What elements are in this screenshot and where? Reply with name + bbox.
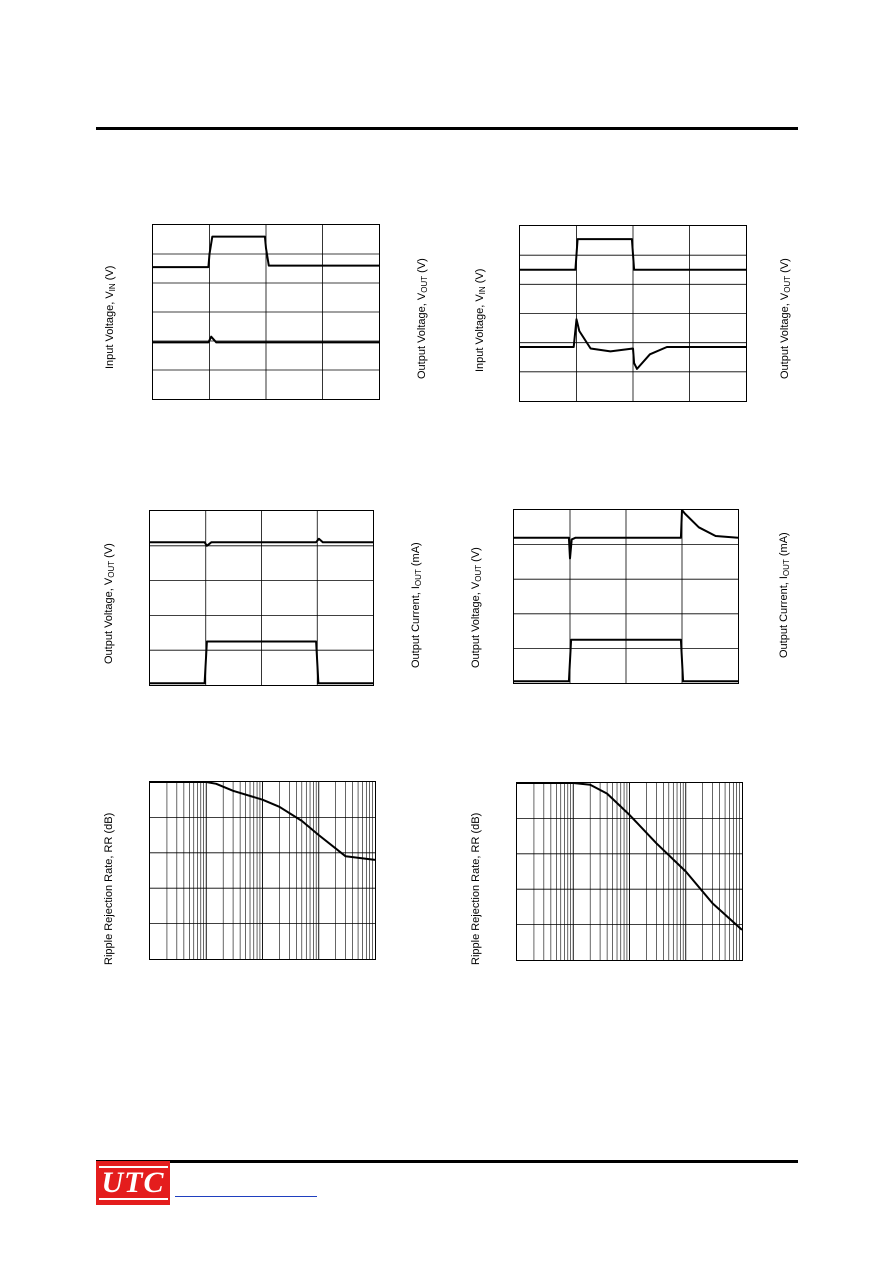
header-rule	[96, 127, 798, 130]
chart-svg-5	[150, 782, 375, 959]
utc-logo	[96, 1161, 170, 1205]
chart-3-right-axis-label: Output Current, $I_{OUT}$ (mA)	[410, 542, 423, 668]
chart-2-left-axis-label: Input Voltage, $V_{IN}$ (V)	[474, 268, 487, 372]
chart-4-right-axis-label: Output Current, $I_{OUT}$ (mA)	[778, 532, 791, 658]
chart-svg-1	[153, 225, 379, 399]
grid	[150, 511, 373, 685]
line-transient-chart-2	[519, 225, 747, 402]
grid	[517, 783, 742, 960]
chart-svg-3	[150, 511, 373, 685]
chart-4-left-axis-label: Output Voltage, $V_{OUT}$ (V)	[470, 547, 483, 668]
load-transient-chart-1	[149, 510, 374, 686]
ripple-rejection-chart-1	[149, 781, 376, 960]
footer-rule	[96, 1160, 798, 1163]
footer-link[interactable]	[175, 1196, 317, 1197]
chart-1-left-axis-label: Input Voltage, $V_{IN}$ (V)	[104, 265, 117, 369]
chart-svg-4	[514, 510, 738, 683]
grid	[514, 510, 738, 683]
chart-svg-6	[517, 783, 742, 960]
chart-6-left-axis-label: Ripple Rejection Rate, RR (dB)	[470, 812, 482, 965]
chart-5-left-axis-label: Ripple Rejection Rate, RR (dB)	[103, 812, 115, 965]
logo-text: UTC	[99, 1166, 168, 1200]
series-line-1	[520, 239, 746, 270]
line-transient-chart-1	[152, 224, 380, 400]
grid	[150, 782, 375, 959]
chart-1-right-axis-label: Output Voltage, $V_{OUT}$ (V)	[416, 258, 429, 379]
chart-3-left-axis-label: Output Voltage, $V_{OUT}$ (V)	[103, 543, 116, 664]
chart-2-right-axis-label: Output Voltage, $V_{OUT}$ (V)	[779, 258, 792, 379]
chart-svg-2	[520, 226, 746, 401]
load-transient-chart-2	[513, 509, 739, 684]
ripple-rejection-chart-2	[516, 782, 743, 961]
